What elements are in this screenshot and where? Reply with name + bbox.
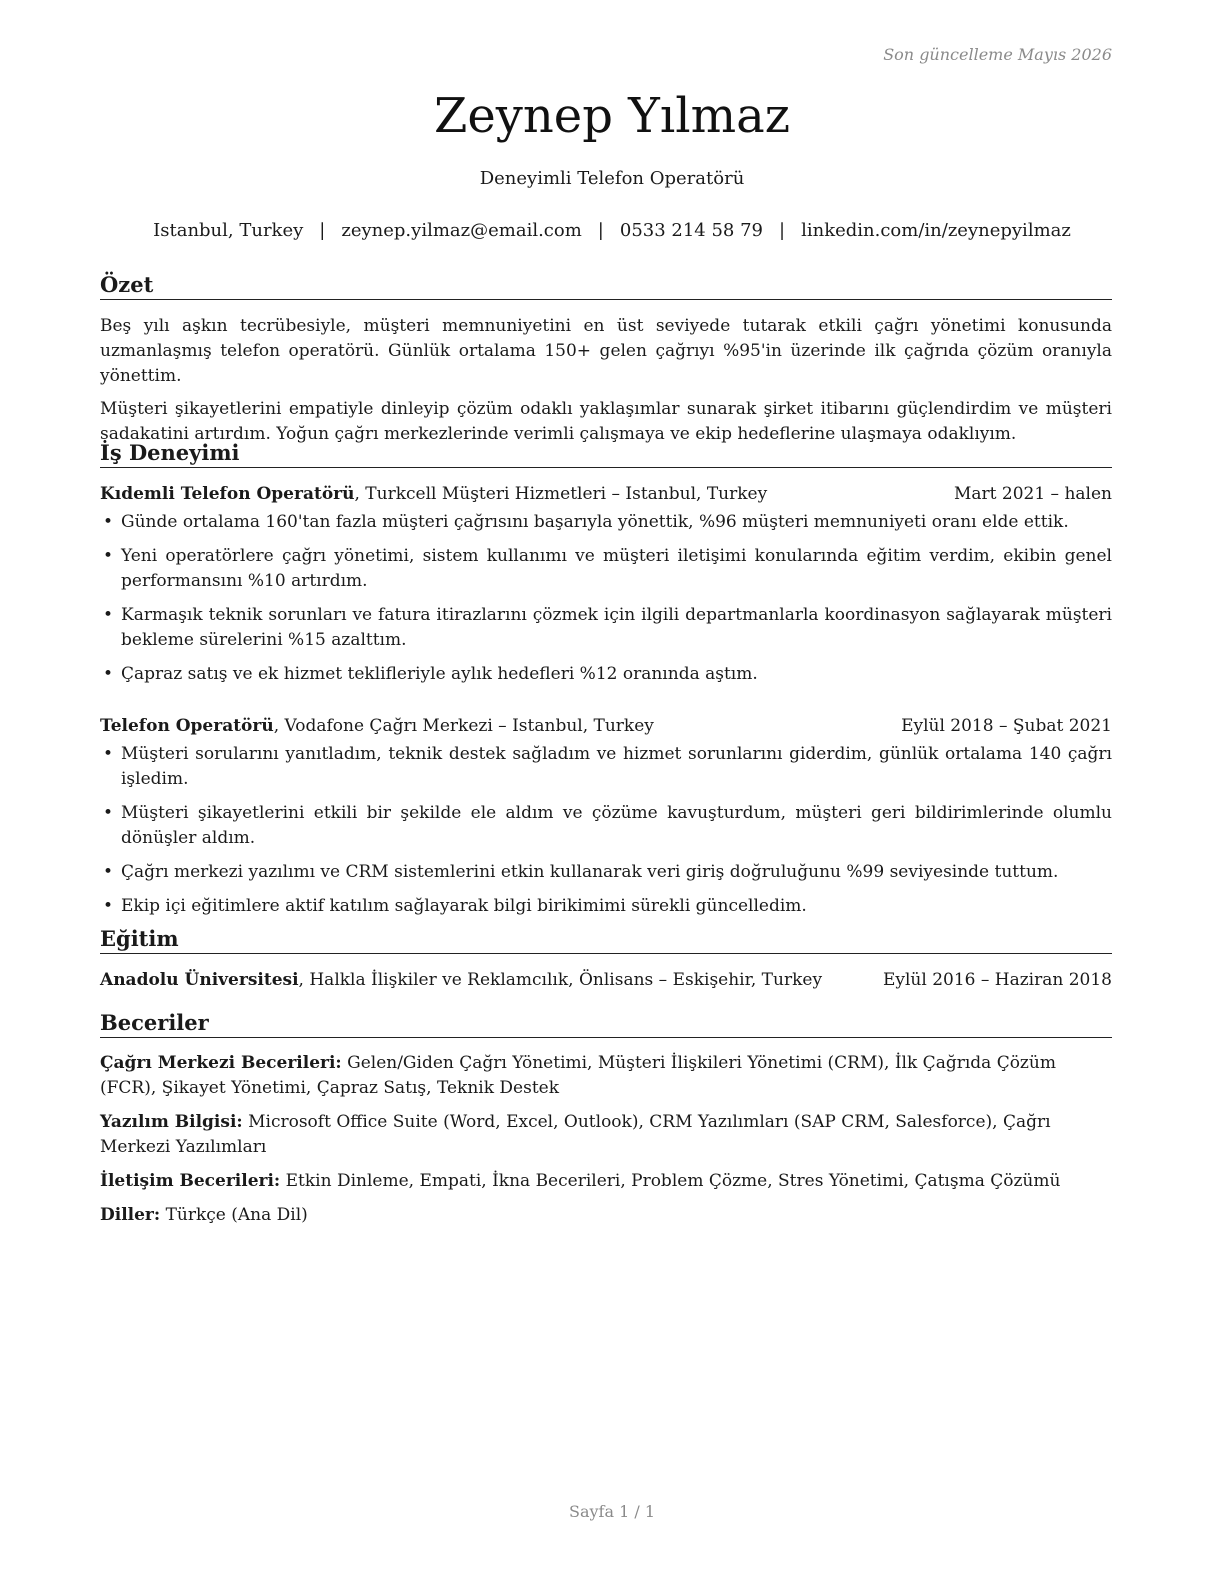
education-entry (100, 968, 1112, 992)
list-item: • Müşteri şikayetlerini etkili bir şekilde ele aldım ve çözüme kavuşturdum, müşteri geri bildirimlerinde olumlu dönüşler aldım. (103, 803, 1112, 848)
education-details: , Halkla İlişkiler ve Reklamcılık, Önlisans – Eskişehir, Turkey (298, 970, 823, 990)
last-updated-note: Son güncelleme Mayıs 2026 (883, 45, 1112, 64)
skills-section (100, 1010, 1112, 1237)
education-school: Anadolu Üniversitesi (100, 970, 299, 990)
candidate-name: Zeynep Yılmaz (434, 88, 790, 144)
bullet-icon: • (103, 896, 114, 916)
contact-separator: | (319, 220, 326, 241)
job-company: , Vodafone Çağrı Merkezi – Istanbul, Turkey (273, 716, 654, 736)
skill-label: Çağrı Merkezi Becerileri: (100, 1053, 342, 1073)
list-item: • Ekip içi eğitimlere aktif katılım sağlayarak bilgi birikimimi sürekli güncelledim. (100, 894, 1112, 919)
job-company: , Turkcell Müşteri Hizmetleri – Istanbul, Turkey (354, 484, 768, 504)
job-role: Kıdemli Telefon Operatörü (100, 484, 355, 504)
job-dates: Eylül 2018 – Şubat 2021 (901, 716, 1112, 736)
education-title: Eğitim (100, 926, 1112, 954)
bullet-icon: • (103, 605, 114, 625)
job-header (100, 714, 1112, 738)
page-number: Sayfa 1 / 1 (568, 1502, 655, 1521)
education-dates: Eylül 2016 – Haziran 2018 (882, 970, 1112, 990)
contact-email[interactable]: zeynep.yilmaz@email.com (341, 220, 582, 241)
job-dates: Mart 2021 – halen (953, 484, 1112, 504)
candidate-headline: Deneyimli Telefon Operatörü (479, 168, 745, 189)
skill-value: Gelen/Giden Çağrı Yönetimi, Müşteri İlişkileri Yönetimi (CRM), İlk Çağrıda Çözüm (FCR), Şikayet Yönetimi, Çapraz Satış, Teknik Destek (100, 1053, 1056, 1098)
list-item: • Çağrı merkezi yazılımı ve CRM sistemlerini etkin kullanarak veri giriş doğruluğunu %99 seviyesinde tuttum. (100, 860, 1112, 885)
list-item: • Karmaşık teknik sorunları ve fatura itirazlarını çözmek için ilgili departmanlarla koordinasyon sağlayarak müşteri bekleme sürelerini %15 azalttım. (103, 605, 1112, 650)
contact-line (0, 220, 1224, 242)
job-entry (100, 714, 1112, 919)
skill-group (100, 1169, 1112, 1194)
experience-section (100, 440, 1112, 928)
experience-title: İş Deneyimi (100, 440, 1112, 468)
skill-value: Etkin Dinleme, Empati, İkna Becerileri, Problem Çözme, Stres Yönetimi, Çatışma Çözümü (280, 1171, 1061, 1191)
bullet-icon: • (103, 664, 114, 684)
list-item: • Günde ortalama 160'tan fazla müşteri çağrısını başarıyla yönettik, %96 müşteri memnuniyeti oranı elde ettik. (100, 510, 1112, 535)
contact-phone[interactable]: 0533 214 58 79 (619, 220, 764, 241)
job-bullets (100, 742, 1112, 919)
skill-label: Yazılım Bilgisi: (100, 1112, 243, 1132)
bullet-icon: • (103, 512, 114, 532)
job-bullets (100, 510, 1112, 687)
skills-title: Beceriler (100, 1010, 1112, 1038)
skill-label: Diller: (100, 1205, 161, 1225)
skill-group (100, 1051, 1112, 1101)
education-section (100, 926, 1112, 992)
bullet-icon: • (103, 862, 114, 882)
job-role: Telefon Operatörü (100, 716, 274, 736)
skill-value: Microsoft Office Suite (Word, Excel, Outlook), CRM Yazılımları (SAP CRM, Salesforce), Çağrı Merkezi Yazılımları (100, 1112, 1051, 1157)
summary-section (100, 272, 1112, 447)
bullet-icon: • (103, 744, 114, 764)
summary-title: Özet (100, 272, 1112, 300)
job-entry (100, 482, 1112, 687)
skill-label: İletişim Becerileri: (100, 1171, 281, 1191)
contact-linkedin[interactable]: linkedin.com/in/zeynepyilmaz (801, 220, 1071, 241)
skill-value: Türkçe (Ana Dil) (160, 1205, 308, 1225)
list-item: • Müşteri sorularını yanıtladım, teknik destek sağladım ve hizmet sorunlarını giderdim, günlük ortalama 140 çağrı işledim. (103, 744, 1112, 789)
bullet-icon: • (103, 546, 114, 566)
job-header (100, 482, 1112, 506)
contact-separator: | (597, 220, 604, 241)
skill-group (100, 1110, 1112, 1160)
list-item: • Çapraz satış ve ek hizmet teklifleriyle aylık hedefleri %12 oranında aştım. (100, 662, 1112, 687)
summary-paragraph: Müşteri şikayetlerini empatiyle dinleyip çözüm odaklı yaklaşımlar sunarak şirket itibarını güçlendirdim ve müşteri sadakatini artırdım. Yoğun çağrı merkezlerinde verimli çalışmaya ve ekip hedeflerine ulaşmaya odaklıyım. (100, 399, 1112, 444)
summary-paragraph: Beş yılı aşkın tecrübesiyle, müşteri memnuniyetini en üst seviyede tutarak etkili çağrı yönetimi konusunda uzmanlaşmış telefon operatörü. Günlük ortalama 150+ gelen çağrıyı %95'in üzerinde ilk çağrıda çözüm oranıyla yönettim. (100, 316, 1112, 386)
contact-location: Istanbul, Turkey (153, 220, 304, 241)
skill-group (100, 1203, 1112, 1228)
contact-separator: | (779, 220, 786, 241)
bullet-icon: • (103, 803, 114, 823)
list-item: • Yeni operatörlere çağrı yönetimi, sistem kullanımı ve müşteri iletişimi konularında eğitim verdim, ekibin genel performansını %10 artırdım. (103, 546, 1112, 591)
